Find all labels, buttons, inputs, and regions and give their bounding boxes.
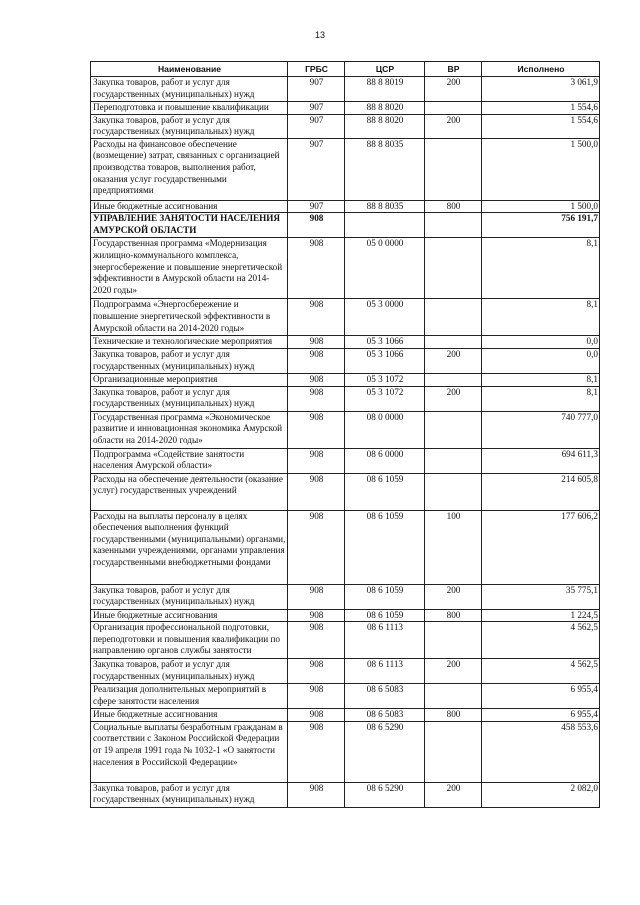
cell-vr: 200 — [425, 659, 482, 684]
cell-grbs: 908 — [288, 473, 345, 510]
cell-executed: 740 777,0 — [482, 411, 600, 448]
cell-vr — [425, 721, 482, 782]
cell-csr: 88 8 8035 — [345, 200, 425, 213]
cell-grbs: 908 — [288, 782, 345, 807]
cell-executed: 177 606,2 — [482, 510, 600, 584]
cell-name: Закупка товаров, работ и услуг для государственных (муниципальных) нужд — [91, 348, 288, 373]
cell-vr: 100 — [425, 510, 482, 584]
cell-executed: 1 224,5 — [482, 609, 600, 622]
cell-name: Закупка товаров, работ и услуг для государственных (муниципальных) нужд — [91, 659, 288, 684]
cell-vr — [425, 138, 482, 200]
cell-name: Организация профессиональной подготовки, переподготовки и повышения квалификации по направлению органов службы занятости — [91, 622, 288, 659]
cell-vr: 200 — [425, 114, 482, 138]
cell-executed: 6 955,4 — [482, 684, 600, 709]
cell-executed: 0,0 — [482, 336, 600, 349]
cell-grbs: 908 — [288, 684, 345, 709]
cell-vr — [425, 684, 482, 709]
cell-executed: 8,1 — [482, 238, 600, 299]
cell-executed: 694 611,3 — [482, 448, 600, 473]
cell-name: Подпрограмма «Содействие занятости населения Амурской области» — [91, 448, 288, 473]
cell-name: Иные бюджетные ассигнования — [91, 200, 288, 213]
cell-csr: 05 3 1072 — [345, 386, 425, 411]
table-row — [91, 609, 600, 622]
table-row — [91, 238, 600, 299]
table-row — [91, 138, 600, 200]
cell-csr: 08 6 5083 — [345, 709, 425, 722]
table-row — [91, 114, 600, 138]
cell-name: Иные бюджетные ассигнования — [91, 709, 288, 722]
table-row — [91, 782, 600, 807]
cell-name: Закупка товаров, работ и услуг для государственных (муниципальных) нужд — [91, 584, 288, 609]
cell-executed: 756 191,7 — [482, 213, 600, 238]
table-row — [91, 510, 600, 584]
cell-grbs: 908 — [288, 213, 345, 238]
cell-csr: 88 8 8020 — [345, 102, 425, 115]
cell-vr — [425, 238, 482, 299]
cell-csr: 08 6 0000 — [345, 448, 425, 473]
cell-name: Социальные выплаты безработным гражданам в соответствии с Законом Российской Федерации от 19 апреля 1991 года № 1032-1 «О занятости населения в Российской Федерации» — [91, 721, 288, 782]
cell-name: Закупка товаров, работ и услуг для государственных (муниципальных) нужд — [91, 782, 288, 807]
cell-grbs: 908 — [288, 510, 345, 584]
table-row — [91, 411, 600, 448]
column-header-vr: ВР — [425, 62, 482, 77]
cell-executed: 4 562,5 — [482, 622, 600, 659]
cell-name: Расходы на финансовое обеспечение (возмещение) затрат, связанных с организацией производства товаров, выполнения работ, оказания услуг государственными предприятиями — [91, 138, 288, 200]
cell-executed: 4 562,5 — [482, 659, 600, 684]
cell-executed: 458 553,6 — [482, 721, 600, 782]
cell-executed: 1 500,0 — [482, 200, 600, 213]
cell-name: Реализация дополнительных мероприятий в сфере занятости населения — [91, 684, 288, 709]
cell-executed: 35 775,1 — [482, 584, 600, 609]
cell-grbs: 908 — [288, 386, 345, 411]
cell-csr — [345, 213, 425, 238]
cell-executed: 0,0 — [482, 348, 600, 373]
cell-grbs: 908 — [288, 373, 345, 386]
cell-grbs: 908 — [288, 609, 345, 622]
cell-csr: 08 6 5083 — [345, 684, 425, 709]
cell-name: Организационные мероприятия — [91, 373, 288, 386]
cell-executed: 6 955,4 — [482, 709, 600, 722]
cell-executed: 1 554,6 — [482, 114, 600, 138]
cell-csr: 88 8 8020 — [345, 114, 425, 138]
cell-grbs: 908 — [288, 448, 345, 473]
cell-csr: 08 6 1113 — [345, 622, 425, 659]
cell-name: Государственная программа «Модернизация жилищно-коммунального комплекса, энергосбережение и повышение энергетической эффективности в Амурской области на 2014-2020 годы» — [91, 238, 288, 299]
cell-vr — [425, 448, 482, 473]
cell-vr — [425, 373, 482, 386]
cell-vr: 800 — [425, 709, 482, 722]
cell-name: Закупка товаров, работ и услуг для государственных (муниципальных) нужд — [91, 114, 288, 138]
table-row — [91, 77, 600, 102]
cell-grbs: 907 — [288, 138, 345, 200]
table-row — [91, 473, 600, 510]
cell-vr: 800 — [425, 200, 482, 213]
cell-vr: 200 — [425, 348, 482, 373]
cell-executed: 8,1 — [482, 373, 600, 386]
column-header-grbs: ГРБС — [288, 62, 345, 77]
cell-csr: 08 0 0000 — [345, 411, 425, 448]
cell-grbs: 907 — [288, 200, 345, 213]
cell-name: Государственная программа «Экономическое развитие и инновационная экономика Амурской области на 2014-2020 годы» — [91, 411, 288, 448]
cell-vr — [425, 299, 482, 336]
table-row — [91, 213, 600, 238]
cell-grbs: 908 — [288, 721, 345, 782]
table-row — [91, 709, 600, 722]
cell-name: Расходы на выплаты персоналу в целях обеспечения выполнения функций государственными (муниципальными) органами, казенными учреждениями, органами управления государственными внебюджетными фондами — [91, 510, 288, 584]
cell-csr: 08 6 5290 — [345, 782, 425, 807]
cell-executed: 8,1 — [482, 386, 600, 411]
cell-executed: 3 061,9 — [482, 77, 600, 102]
cell-grbs: 908 — [288, 299, 345, 336]
cell-vr — [425, 102, 482, 115]
cell-executed: 2 082,0 — [482, 782, 600, 807]
cell-grbs: 908 — [288, 709, 345, 722]
cell-vr: 200 — [425, 782, 482, 807]
cell-name: Переподготовка и повышение квалификации — [91, 102, 288, 115]
cell-csr: 08 6 1059 — [345, 609, 425, 622]
table-row — [91, 299, 600, 336]
cell-grbs: 907 — [288, 114, 345, 138]
column-header-csr: ЦСР — [345, 62, 425, 77]
cell-csr: 05 3 0000 — [345, 299, 425, 336]
cell-csr: 05 3 1066 — [345, 336, 425, 349]
page-number: 13 — [314, 30, 325, 40]
cell-csr: 05 3 1072 — [345, 373, 425, 386]
cell-vr — [425, 213, 482, 238]
table-row — [91, 448, 600, 473]
cell-csr: 88 8 8035 — [345, 138, 425, 200]
cell-executed: 1 554,6 — [482, 102, 600, 115]
cell-csr: 08 6 1059 — [345, 584, 425, 609]
cell-csr: 08 6 1113 — [345, 659, 425, 684]
cell-csr: 08 6 1059 — [345, 510, 425, 584]
cell-grbs: 908 — [288, 584, 345, 609]
cell-vr — [425, 411, 482, 448]
table-header-row — [91, 62, 600, 77]
table-row — [91, 373, 600, 386]
table-body — [91, 77, 600, 808]
table-row — [91, 584, 600, 609]
cell-vr — [425, 622, 482, 659]
cell-name: Закупка товаров, работ и услуг для государственных (муниципальных) нужд — [91, 77, 288, 102]
cell-grbs: 908 — [288, 622, 345, 659]
cell-name: УПРАВЛЕНИЕ ЗАНЯТОСТИ НАСЕЛЕНИЯ АМУРСКОЙ ОБЛАСТИ — [91, 213, 288, 238]
cell-grbs: 907 — [288, 77, 345, 102]
cell-name: Технические и технологические мероприятия — [91, 336, 288, 349]
cell-vr: 200 — [425, 386, 482, 411]
cell-csr: 05 3 1066 — [345, 348, 425, 373]
cell-name: Иные бюджетные ассигнования — [91, 609, 288, 622]
table-row — [91, 336, 600, 349]
cell-csr: 08 6 1059 — [345, 473, 425, 510]
cell-grbs: 908 — [288, 411, 345, 448]
cell-csr: 08 6 5290 — [345, 721, 425, 782]
cell-grbs: 908 — [288, 238, 345, 299]
table-row — [91, 200, 600, 213]
table-row — [91, 684, 600, 709]
table-row — [91, 721, 600, 782]
cell-name: Подпрограмма «Энергосбережение и повышение энергетической эффективности в Амурской области на 2014-2020 годы» — [91, 299, 288, 336]
budget-table — [90, 61, 600, 808]
column-header-name: Наименование — [91, 62, 288, 77]
table-row — [91, 659, 600, 684]
column-header-executed: Исполнено — [482, 62, 600, 77]
cell-grbs: 908 — [288, 348, 345, 373]
cell-grbs: 907 — [288, 102, 345, 115]
cell-csr: 88 8 8019 — [345, 77, 425, 102]
table-row — [91, 102, 600, 115]
cell-executed: 1 500,0 — [482, 138, 600, 200]
cell-csr: 05 0 0000 — [345, 238, 425, 299]
cell-vr: 800 — [425, 609, 482, 622]
table-row — [91, 348, 600, 373]
cell-vr: 200 — [425, 77, 482, 102]
table-row — [91, 386, 600, 411]
cell-grbs: 908 — [288, 336, 345, 349]
table-row — [91, 622, 600, 659]
cell-name: Расходы на обеспечение деятельности (оказание услуг) государственных учреждений — [91, 473, 288, 510]
cell-name: Закупка товаров, работ и услуг для государственных (муниципальных) нужд — [91, 386, 288, 411]
cell-grbs: 908 — [288, 659, 345, 684]
cell-vr — [425, 336, 482, 349]
cell-executed: 8,1 — [482, 299, 600, 336]
cell-vr: 200 — [425, 584, 482, 609]
cell-executed: 214 605,8 — [482, 473, 600, 510]
cell-vr — [425, 473, 482, 510]
